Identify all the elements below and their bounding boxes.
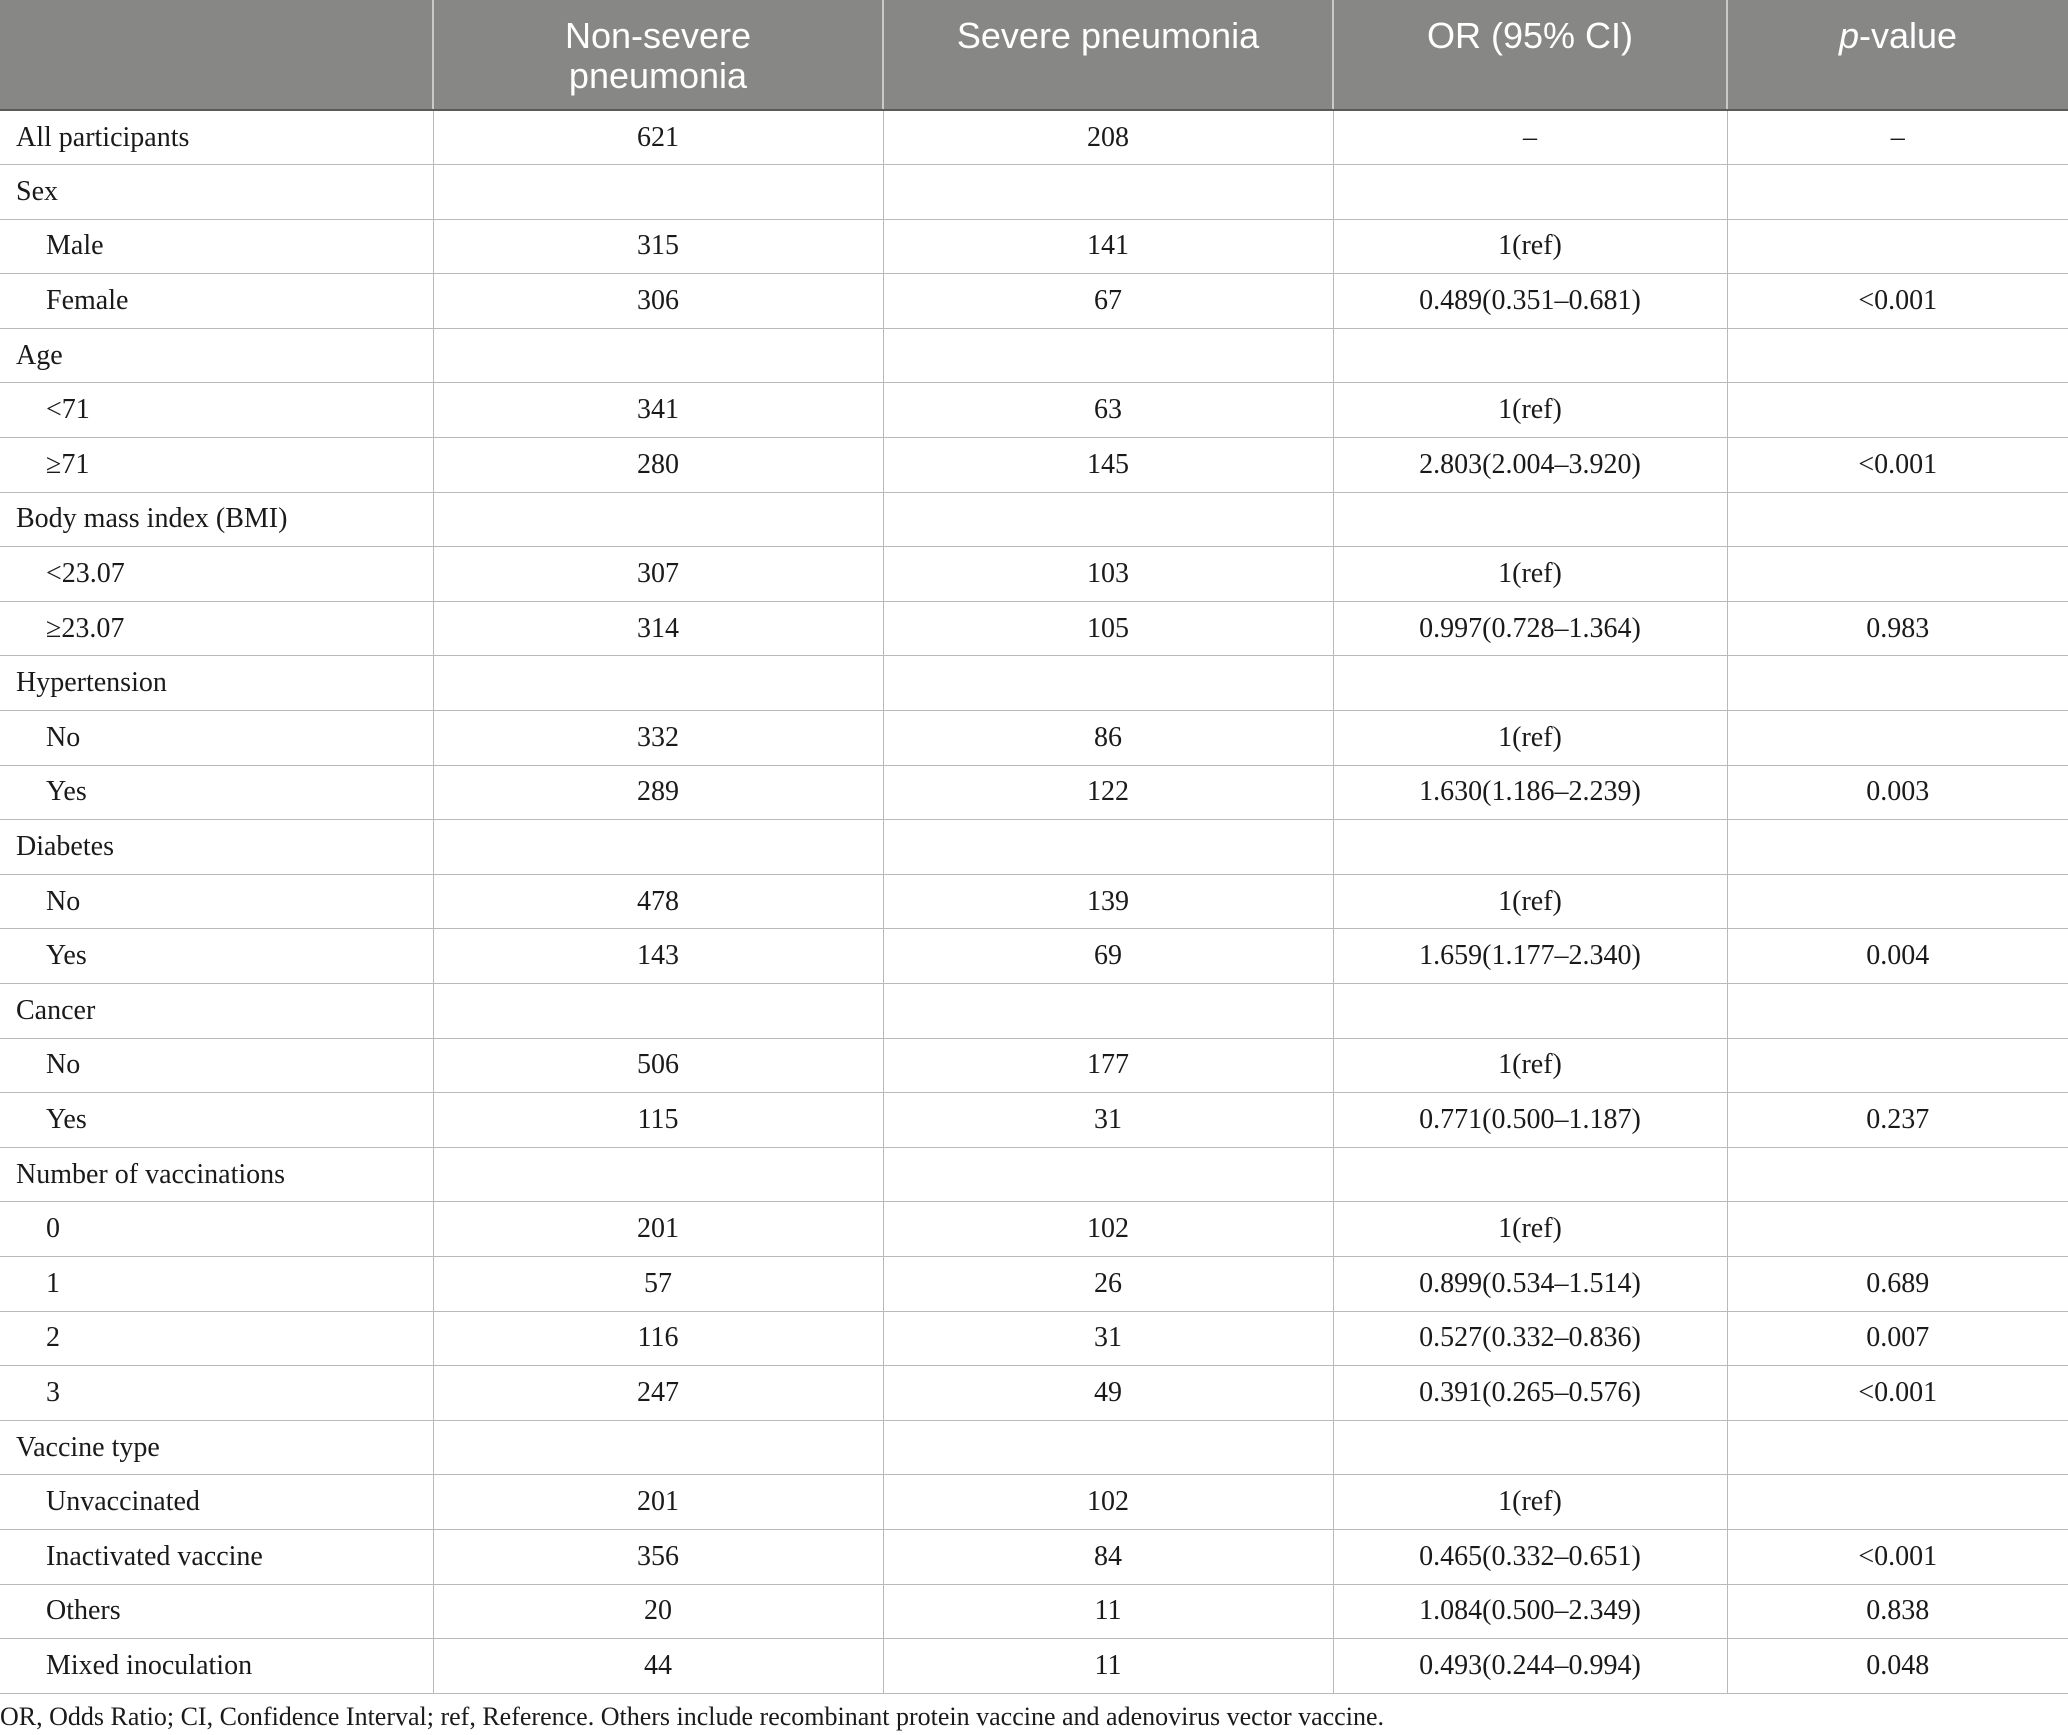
severe-cell bbox=[883, 1420, 1333, 1475]
p-value-cell bbox=[1727, 328, 2068, 383]
p-value-cell bbox=[1727, 165, 2068, 220]
p-value-cell bbox=[1727, 1420, 2068, 1475]
severe-cell: 31 bbox=[883, 1093, 1333, 1148]
p-value-cell: <0.001 bbox=[1727, 438, 2068, 493]
row-label: Yes bbox=[0, 1093, 433, 1148]
table-row bbox=[0, 656, 2068, 711]
or-cell bbox=[1333, 1420, 1727, 1475]
severe-cell bbox=[883, 656, 1333, 711]
severe-cell: 122 bbox=[883, 765, 1333, 820]
severe-cell: 84 bbox=[883, 1529, 1333, 1584]
p-value-cell: 0.004 bbox=[1727, 929, 2068, 984]
row-label: Diabetes bbox=[0, 820, 433, 875]
non-severe-cell: 306 bbox=[433, 274, 883, 329]
row-label: 2 bbox=[0, 1311, 433, 1366]
row-label: <23.07 bbox=[0, 547, 433, 602]
table-row bbox=[0, 219, 2068, 274]
table-row bbox=[0, 274, 2068, 329]
row-label: No bbox=[0, 711, 433, 766]
table-row bbox=[0, 165, 2068, 220]
table-header bbox=[0, 0, 2068, 110]
p-value-cell bbox=[1727, 1202, 2068, 1257]
p-value-cell: 0.983 bbox=[1727, 601, 2068, 656]
table-row bbox=[0, 874, 2068, 929]
severe-cell bbox=[883, 328, 1333, 383]
or-cell: 2.803(2.004–3.920) bbox=[1333, 438, 1727, 493]
p-value-cell: – bbox=[1727, 110, 2068, 165]
non-severe-cell: 116 bbox=[433, 1311, 883, 1366]
or-cell: 0.997(0.728–1.364) bbox=[1333, 601, 1727, 656]
severe-cell: 139 bbox=[883, 874, 1333, 929]
severe-cell bbox=[883, 984, 1333, 1039]
row-label: Sex bbox=[0, 165, 433, 220]
table-body bbox=[0, 110, 2068, 1693]
row-label: Cancer bbox=[0, 984, 433, 1039]
p-value-cell bbox=[1727, 1038, 2068, 1093]
non-severe-cell bbox=[433, 984, 883, 1039]
table-row bbox=[0, 1147, 2068, 1202]
or-cell: 0.493(0.244–0.994) bbox=[1333, 1639, 1727, 1694]
header-row bbox=[0, 0, 2068, 110]
p-value-cell bbox=[1727, 984, 2068, 1039]
p-value-cell bbox=[1727, 492, 2068, 547]
p-value-cell bbox=[1727, 711, 2068, 766]
non-severe-cell: 621 bbox=[433, 110, 883, 165]
non-severe-cell: 115 bbox=[433, 1093, 883, 1148]
header-p-rest: -value bbox=[1858, 15, 1958, 56]
severe-cell bbox=[883, 165, 1333, 220]
row-label: Unvaccinated bbox=[0, 1475, 433, 1530]
or-cell: 1(ref) bbox=[1333, 711, 1727, 766]
or-cell: 0.527(0.332–0.836) bbox=[1333, 1311, 1727, 1366]
non-severe-cell: 478 bbox=[433, 874, 883, 929]
row-label: All participants bbox=[0, 110, 433, 165]
table-footnote: OR, Odds Ratio; CI, Confidence Interval; ref, Reference. Others include recombinant protein vaccine and adenovirus vector vaccine. bbox=[0, 1702, 1384, 1731]
severe-cell: 67 bbox=[883, 274, 1333, 329]
row-label: Mixed inoculation bbox=[0, 1639, 433, 1694]
table-row bbox=[0, 820, 2068, 875]
or-cell bbox=[1333, 820, 1727, 875]
severe-cell: 103 bbox=[883, 547, 1333, 602]
p-value-cell: <0.001 bbox=[1727, 1366, 2068, 1421]
header-or: OR (95% CI) bbox=[1333, 0, 1727, 110]
or-cell: 1(ref) bbox=[1333, 1475, 1727, 1530]
non-severe-cell: 201 bbox=[433, 1202, 883, 1257]
table-row bbox=[0, 547, 2068, 602]
p-value-cell: <0.001 bbox=[1727, 1529, 2068, 1584]
non-severe-cell: 280 bbox=[433, 438, 883, 493]
table-row bbox=[0, 1639, 2068, 1694]
or-cell: 1(ref) bbox=[1333, 383, 1727, 438]
or-cell: 0.391(0.265–0.576) bbox=[1333, 1366, 1727, 1421]
table-row bbox=[0, 765, 2068, 820]
p-value-cell bbox=[1727, 1475, 2068, 1530]
non-severe-cell: 506 bbox=[433, 1038, 883, 1093]
non-severe-cell bbox=[433, 820, 883, 875]
non-severe-cell: 44 bbox=[433, 1639, 883, 1694]
severe-cell: 26 bbox=[883, 1256, 1333, 1311]
non-severe-cell: 341 bbox=[433, 383, 883, 438]
row-label: ≥71 bbox=[0, 438, 433, 493]
severe-cell: 145 bbox=[883, 438, 1333, 493]
severe-cell: 141 bbox=[883, 219, 1333, 274]
severe-cell bbox=[883, 820, 1333, 875]
table-row bbox=[0, 1584, 2068, 1639]
non-severe-cell: 356 bbox=[433, 1529, 883, 1584]
row-label: <71 bbox=[0, 383, 433, 438]
table-row bbox=[0, 492, 2068, 547]
severe-cell: 102 bbox=[883, 1202, 1333, 1257]
table-row bbox=[0, 1038, 2068, 1093]
p-value-cell bbox=[1727, 219, 2068, 274]
row-label: 3 bbox=[0, 1366, 433, 1421]
severe-cell: 11 bbox=[883, 1639, 1333, 1694]
p-value-cell bbox=[1727, 547, 2068, 602]
row-label: Hypertension bbox=[0, 656, 433, 711]
table-row bbox=[0, 1420, 2068, 1475]
p-value-cell: 0.689 bbox=[1727, 1256, 2068, 1311]
table-row bbox=[0, 383, 2068, 438]
header-non-severe bbox=[433, 0, 883, 110]
p-value-cell: 0.048 bbox=[1727, 1639, 2068, 1694]
non-severe-cell bbox=[433, 165, 883, 220]
severe-cell: 177 bbox=[883, 1038, 1333, 1093]
row-label: Vaccine type bbox=[0, 1420, 433, 1475]
severe-cell: 63 bbox=[883, 383, 1333, 438]
table-row bbox=[0, 1529, 2068, 1584]
header-severe: Severe pneumonia bbox=[883, 0, 1333, 110]
row-label: ≥23.07 bbox=[0, 601, 433, 656]
row-label: Others bbox=[0, 1584, 433, 1639]
row-label: 1 bbox=[0, 1256, 433, 1311]
row-label: Yes bbox=[0, 765, 433, 820]
header-label bbox=[0, 0, 433, 110]
severe-cell: 208 bbox=[883, 110, 1333, 165]
non-severe-cell bbox=[433, 1147, 883, 1202]
row-label: No bbox=[0, 874, 433, 929]
or-cell bbox=[1333, 656, 1727, 711]
row-label: Age bbox=[0, 328, 433, 383]
row-label: Inactivated vaccine bbox=[0, 1529, 433, 1584]
or-cell: 1(ref) bbox=[1333, 219, 1727, 274]
or-cell: 1(ref) bbox=[1333, 547, 1727, 602]
row-label: Yes bbox=[0, 929, 433, 984]
severe-cell: 31 bbox=[883, 1311, 1333, 1366]
p-value-cell bbox=[1727, 1147, 2068, 1202]
severe-cell: 102 bbox=[883, 1475, 1333, 1530]
non-severe-cell: 289 bbox=[433, 765, 883, 820]
row-label: Female bbox=[0, 274, 433, 329]
table-row bbox=[0, 1475, 2068, 1530]
table-row bbox=[0, 711, 2068, 766]
non-severe-cell: 307 bbox=[433, 547, 883, 602]
table-row bbox=[0, 1366, 2068, 1421]
or-cell: 1(ref) bbox=[1333, 1038, 1727, 1093]
or-cell: 0.771(0.500–1.187) bbox=[1333, 1093, 1727, 1148]
non-severe-cell: 247 bbox=[433, 1366, 883, 1421]
or-cell: 1.659(1.177–2.340) bbox=[1333, 929, 1727, 984]
or-cell: 1.084(0.500–2.349) bbox=[1333, 1584, 1727, 1639]
p-value-cell bbox=[1727, 820, 2068, 875]
severe-cell: 11 bbox=[883, 1584, 1333, 1639]
table-row bbox=[0, 328, 2068, 383]
non-severe-cell bbox=[433, 492, 883, 547]
severe-cell: 86 bbox=[883, 711, 1333, 766]
non-severe-cell bbox=[433, 1420, 883, 1475]
non-severe-cell: 314 bbox=[433, 601, 883, 656]
header-p-italic: p bbox=[1838, 15, 1859, 56]
p-value-cell bbox=[1727, 383, 2068, 438]
non-severe-cell bbox=[433, 328, 883, 383]
or-cell: 0.899(0.534–1.514) bbox=[1333, 1256, 1727, 1311]
or-cell: 0.465(0.332–0.651) bbox=[1333, 1529, 1727, 1584]
table-row bbox=[0, 1202, 2068, 1257]
table-row bbox=[0, 110, 2068, 165]
p-value-cell: 0.003 bbox=[1727, 765, 2068, 820]
or-cell: 1(ref) bbox=[1333, 1202, 1727, 1257]
or-cell bbox=[1333, 328, 1727, 383]
or-cell bbox=[1333, 492, 1727, 547]
p-value-cell: <0.001 bbox=[1727, 274, 2068, 329]
non-severe-cell: 143 bbox=[433, 929, 883, 984]
p-value-cell bbox=[1727, 656, 2068, 711]
or-cell: 1(ref) bbox=[1333, 874, 1727, 929]
or-cell: 1.630(1.186–2.239) bbox=[1333, 765, 1727, 820]
or-cell: 0.489(0.351–0.681) bbox=[1333, 274, 1727, 329]
non-severe-cell: 201 bbox=[433, 1475, 883, 1530]
header-non-severe-line2: pneumonia bbox=[568, 55, 748, 96]
table-row bbox=[0, 1256, 2068, 1311]
p-value-cell: 0.237 bbox=[1727, 1093, 2068, 1148]
non-severe-cell: 332 bbox=[433, 711, 883, 766]
table-row bbox=[0, 1311, 2068, 1366]
severe-cell: 69 bbox=[883, 929, 1333, 984]
or-cell bbox=[1333, 984, 1727, 1039]
row-label: 0 bbox=[0, 1202, 433, 1257]
p-value-cell: 0.007 bbox=[1727, 1311, 2068, 1366]
severe-cell bbox=[883, 1147, 1333, 1202]
header-p-value bbox=[1727, 0, 2068, 110]
or-cell: – bbox=[1333, 110, 1727, 165]
severe-cell: 105 bbox=[883, 601, 1333, 656]
row-label: Male bbox=[0, 219, 433, 274]
non-severe-cell: 57 bbox=[433, 1256, 883, 1311]
table-row bbox=[0, 929, 2068, 984]
header-non-severe-line1: Non-severe bbox=[564, 15, 752, 56]
table-row bbox=[0, 1093, 2068, 1148]
row-label: No bbox=[0, 1038, 433, 1093]
p-value-cell: 0.838 bbox=[1727, 1584, 2068, 1639]
table-row bbox=[0, 438, 2068, 493]
or-cell bbox=[1333, 1147, 1727, 1202]
non-severe-cell bbox=[433, 656, 883, 711]
table-row bbox=[0, 984, 2068, 1039]
or-cell bbox=[1333, 165, 1727, 220]
p-value-cell bbox=[1727, 874, 2068, 929]
non-severe-cell: 315 bbox=[433, 219, 883, 274]
severe-cell: 49 bbox=[883, 1366, 1333, 1421]
row-label: Number of vaccinations bbox=[0, 1147, 433, 1202]
non-severe-cell: 20 bbox=[433, 1584, 883, 1639]
table-row bbox=[0, 601, 2068, 656]
row-label: Body mass index (BMI) bbox=[0, 492, 433, 547]
severe-cell bbox=[883, 492, 1333, 547]
